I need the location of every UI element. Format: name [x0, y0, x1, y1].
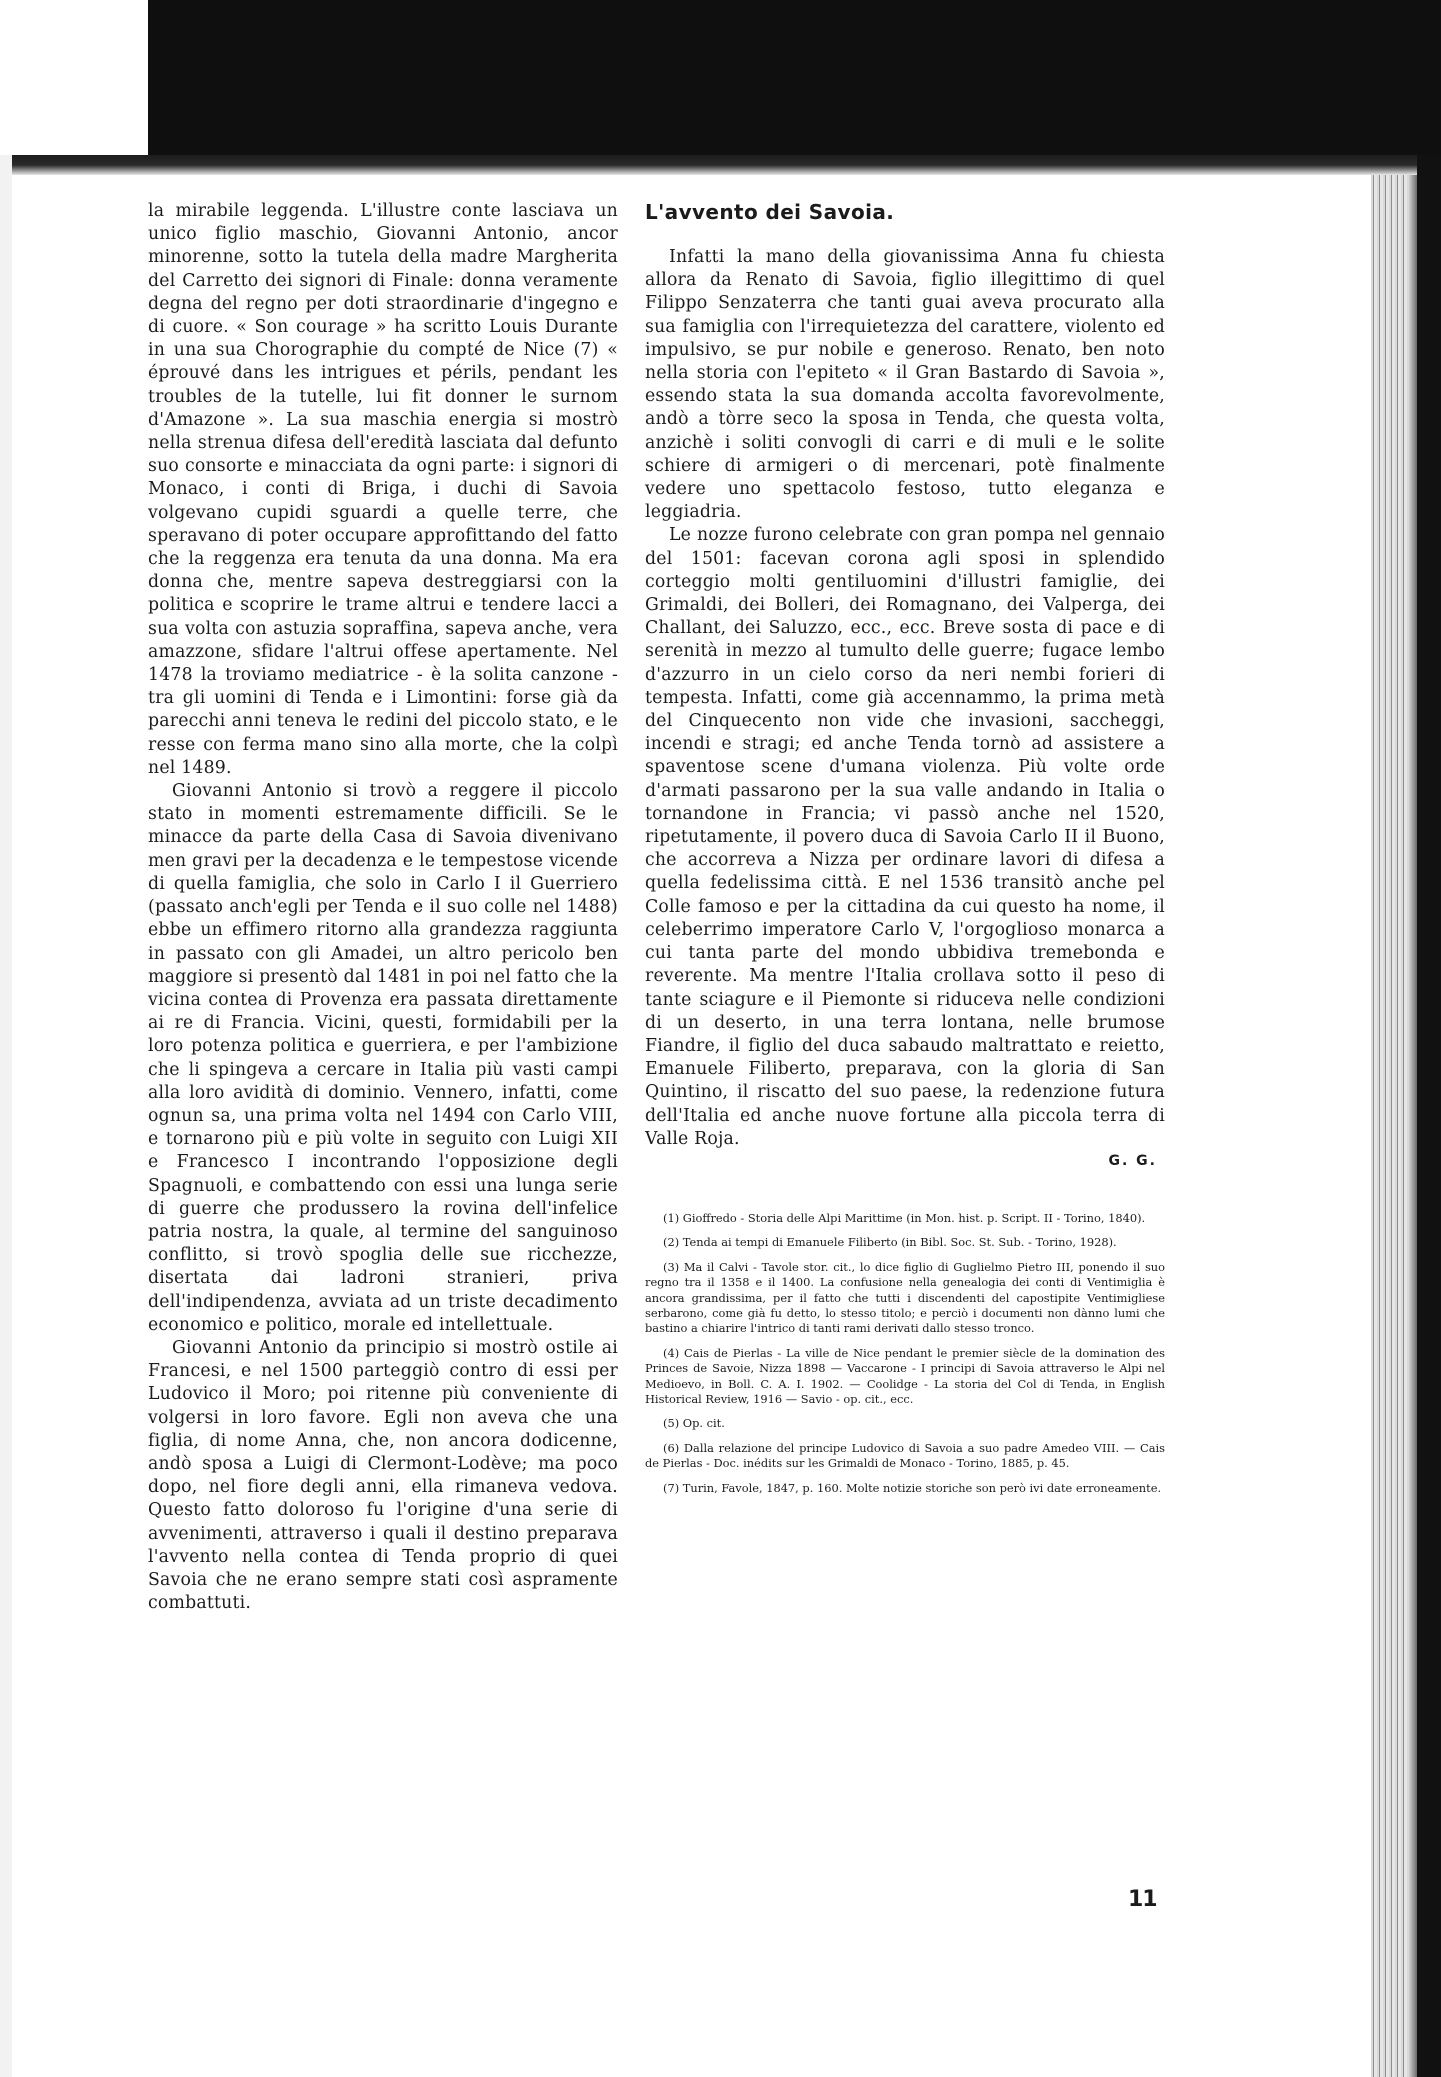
- paragraph: Infatti la mano della giovanissima Anna fu chiesta allora da Renato di Savoia, figlio illegittimo di quel Filippo Senzaterra che tanti guai aveva procurato alla sua famiglia con l'irrequietezza del carattere, violento ed impulsivo, se pur nobile e generoso. Renato, ben noto nella storia con l'epiteto « il Gran Bastardo di Savoia », essendo stata la sua domanda accolta favorevolmente, andò a tòrre seco la sposa in Tenda, che questa volta, anzichè i soliti convogli di carri e di muli e le solite schiere di armigeri o di mercenari, potè finalmente vedere uno spettacolo festoso, tutto eleganza e leggiadria.: [645, 247, 1165, 523]
- scan-border-left: [0, 155, 12, 2077]
- paragraph: Giovanni Antonio si trovò a reggere il piccolo stato in momenti estremamente difficili. Se le minacce da parte della Casa di Savoia divenivano men gravi per la decadenza e le tempestose vicende di quella famiglia, che solo in Carlo I il Guerriero (passato anch'egli per Tenda e il suo colle nel 1488) ebbe un effimero ritorno alla grandezza raggiunta in passato con gli Amadei, un altro pericolo ben maggiore si presentò dal 1481 in poi nel fatto che la vicina contea di Provenza era passata direttamente ai re di Francia. Vicini, questi, formidabili per la loro potenza politica e guerriera, e per l'ambizione che li spingeva a cercare in Italia più vasti campi alla loro avidità di dominio. Vennero, infatti, come ognun sa, una prima volta nel 1494 con Carlo VIII, e tornarono più e più volte in seguito con Luigi XII e Francesco I incontrando l'opposizione degli Spagnuoli, e combattendo con essi una lunga serie di guerre che produssero la rovina dell'infelice patria nostra, la quale, al termine del sanguinoso conflitto, si trovò spoglia delle sue ricchezze, disertata dai ladroni stranieri, priva dell'indipendenza, avviata ad un triste decadimento economico e politico, morale ed intellettuale.: [148, 781, 618, 1335]
- right-column: [645, 200, 1165, 1505]
- footnote: (6) Dalla relazione del principe Ludovico di Savoia a suo padre Amedeo VIII. — Cais de Pierlas - Doc. inédits sur les Grimaldi de Monaco - Torino, 1885, p. 45.: [645, 1440, 1165, 1471]
- footnote: (3) Ma il Calvi - Tavole stor. cit., lo dice figlio di Guglielmo Pietro III, ponendo il suo regno tra il 1358 e il 1400. La confusione nella genealogia dei conti di Ventimiglia è ancora grandissima, per il fatto che tutti i discendenti del capostipite Ventimigliese serbarono, come già fu detto, lo stesso titolo; e perciò i documenti non dànno lumi che bastino a chiarire l'intrico di tanti rami derivati dallo stesso tronco.: [645, 1259, 1165, 1336]
- footnote: (7) Turin, Favole, 1847, p. 160. Molte notizie storiche son però ivi date erroneamente.: [663, 1480, 1162, 1495]
- scan-border-shadow: [0, 155, 1441, 175]
- paragraph: la mirabile leggenda. L'illustre conte lasciava un unico figlio maschio, Giovanni Antonio, ancor minorenne, sotto la tutela della madre Margherita del Carretto dei signori di Finale: donna veramente degna del regno per doti straordinarie d'ingegno e di cuore. « Son courage » ha scritto Louis Durante in una sua Chorographie du compté de Nice (7) « éprouvé dans les intrigues et périls, pendant les troubles de la tutelle, lui fit donner le surnom d'Amazone ». La sua maschia energia si mostrò nella strenua difesa dell'eredità lasciata dal defunto suo consorte e minacciata da ogni parte: i signori di Monaco, i conti di Briga, i duchi di Savoia volgevano cupidi sguardi a quelle terre, che speravano di poter occupare approfittando del fatto che la reggenza era tenuta da una donna. Ma era donna che, mentre sapeva destreggiarsi con la politica e scoprire le trame altrui e tendere lacci a sua volta con astuzia sopraffina, sapeva anche, vera amazzone, sfidare l'altrui offese apertamente. Nel 1478 la troviamo mediatrice - è la solita canzone - tra gli uomini di Tenda e i Limontini: forse già da parecchi anni teneva le redini del piccolo stato, e le resse con ferma mano sino alla morte, che la colpì nel 1489.: [148, 201, 618, 778]
- scan-margin-top-left: [0, 0, 148, 155]
- author-signature: G. G.: [1108, 1152, 1157, 1169]
- paragraph: Giovanni Antonio da principio si mostrò ostile ai Francesi, e nel 1500 parteggiò contro di essi per Ludovico il Moro; poi ritenne più conveniente di volgersi in loro favore. Egli non aveva che una figlia, di nome Anna, che, non ancora dodicenne, andò sposa a Luigi di Clermont-Lodève; ma poco dopo, nel fiore degli anni, ella rimaneva vedova. Questo fatto doloroso fu l'origine d'una serie di avvenimenti, attraverso i quali il destino preparava l'avvento nella contea di Tenda proprio di quei Savoia che ne erano sempre stati così aspramente combattuti.: [148, 1337, 618, 1614]
- scan-border-top: [148, 0, 1441, 155]
- footnote: (2) Tenda ai tempi di Emanuele Filiberto (in Bibl. Soc. St. Sub. - Torino, 1928).: [663, 1235, 1117, 1250]
- book-page-edges: [1371, 175, 1409, 2077]
- book-spine-edge: [1409, 175, 1417, 2077]
- footnote: (4) Cais de Pierlas - La ville de Nice pendant le premier siècle de la domination des Princes de Savoie, Nizza 1898 — Vaccarone - I principi di Savoia attraverso le Alpi nel Medioevo, in Boll. C. A. I. 1902. — Coolidge - La storia del Col di Tenda, in English Historical Review, 1916 — Savio - op. cit., ecc.: [645, 1345, 1165, 1406]
- footnote: (1) Gioffredo - Storia delle Alpi Marittime (in Mon. hist. p. Script. II - Torino, 1840).: [663, 1210, 1146, 1225]
- scan-border-right: [1417, 155, 1441, 2077]
- footnote: (5) Op. cit.: [663, 1416, 725, 1431]
- left-column: [148, 200, 618, 1615]
- footnotes: [645, 1211, 1165, 1496]
- paragraph: Le nozze furono celebrate con gran pompa nel gennaio del 1501: facevan corona agli sposi in splendido corteggio molti gentiluomini d'illustri famiglie, dei Grimaldi, dei Bolleri, dei Romagnano, dei Valperga, dei Challant, dei Saluzzo, ecc., ecc. Breve sosta di pace e di serenità in mezzo al tumulto delle guerre; fugace lembo d'azzurro in un cielo corso da neri nembi forieri di tempesta. Infatti, come già accennammo, la prima metà del Cinquecento non vide che invasioni, saccheggi, incendi e stragi; ed anche Tenda tornò ad assistere a spaventose scene d'umana violenza. Più volte orde d'armati passarono per la sua valle andando in Italia o tornandone in Francia; vi passò anche nel 1520, ripetutamente, il povero duca di Savoia Carlo II il Buono, che accorreva a Nizza per ordinare lavori di difesa a quella fedelissima città. E nel 1536 transitò anche pel Colle famoso e per la cittadina da cui questo ha nome, il celeberrimo imperatore Carlo V, l'orgoglioso monarca a cui tanta parte del mondo ubbidiva tremebonda e reverente. Ma mentre l'Italia crollava sotto il peso di tante sciagure e il Piemonte si riduceva nelle condizioni di un deserto, in una terra lontana, nelle brumose Fiandre, il figlio del duca sabaudo maltrattato e reietto, Emanuele Filiberto, preparava, con la gloria di San Quintino, il riscatto del suo paese, la redenzione futura dell'Italia ed anche nuove fortune alla piccola terra di Valle Roja.: [645, 525, 1165, 1149]
- page-number: 11: [1128, 1887, 1157, 1912]
- section-heading: L'avvento dei Savoia.: [645, 200, 895, 224]
